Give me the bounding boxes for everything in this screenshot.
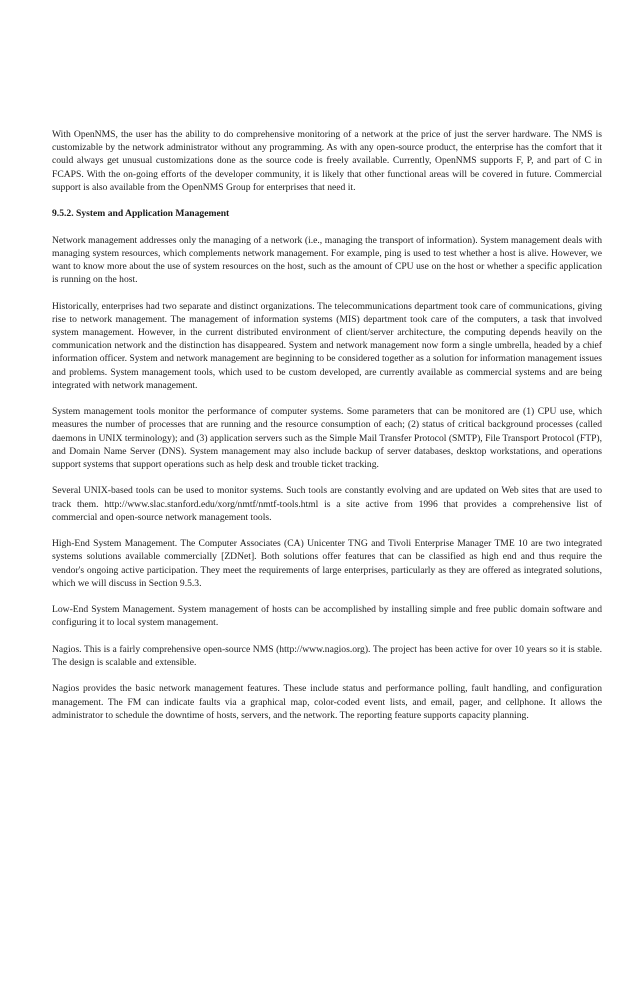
paragraph-unix-tools: Several UNIX-based tools can be used to monitor systems. Such tools are constantly evolving and are updated on Web sites that are used to track them. http://www.slac.stanford.edu/xorg/nmtf/nmtf-tools.html is a site active from 1996 that provides a comprehensive list of commercial and open-source network management tools.	[52, 485, 602, 523]
paragraph-monitoring-parameters: System management tools monitor the performance of computer systems. Some parameters that can be monitored are (1) CPU use, which measures the number of processes that are running and the resource consumption of each; (2) status of critical background processes (called daemons in UNIX terminology); and (3) application servers such as the Simple Mail Transfer Protocol (SMTP), File Transport Protocol (FTP), and Domain Name Server (DNS). System management may also include backup of server databases, desktop workstations, and operations support systems that support operations such as help desk and trouble ticket tracking.	[52, 406, 602, 471]
paragraph-nagios-features: Nagios provides the basic network management features. These include status and performance polling, fault handling, and configuration management. The FM can indicate faults via a graphical map, color-coded event lists, and email, pager, and cellphone. It allows the administrator to schedule the downtime of hosts, servers, and the network. The reporting feature supports capacity planning.	[52, 683, 602, 721]
paragraph-nagios-intro: Nagios. This is a fairly comprehensive open-source NMS (http://www.nagios.org). The project has been active for over 10 years so it is stable. The design is scalable and extensible.	[52, 643, 602, 668]
document-page	[52, 128, 602, 735]
paragraph-history: Historically, enterprises had two separate and distinct organizations. The telecommunications department took care of communications, giving rise to network management. The management of information systems (MIS) department took care of the computers, a task that involved system management. However, in the current distributed environment of client/server architecture, the computing depends heavily on the communication network and the distinction has disappeared. System and network management now form a single umbrella, headed by a chief information officer. System and network management are beginning to be considered together as a solution for information management issues and problems. System management tools, which used to be custom developed, are currently available as commercial systems and are being integrated with network management.	[52, 300, 602, 391]
paragraph-high-end: High-End System Management. The Computer Associates (CA) Unicenter TNG and Tivoli Enterprise Manager TME 10 are two integrated systems solutions available commercially [ZDNet]. Both solutions offer features that can be classified as high end and thus require the vendor's ongoing active participation. They meet the requirements of large enterprises, particularly as they are offered as integrated solutions, which we will discuss in Section 9.5.3.	[52, 538, 602, 589]
paragraph-low-end: Low-End System Management. System management of hosts can be accomplished by installing simple and free public domain software and configuring it to local system management.	[52, 604, 602, 629]
intro-paragraph: With OpenNMS, the user has the ability to do comprehensive monitoring of a network at the price of just the server hardware. The NMS is customizable by the network administrator without any programming. As with any open-source product, the enterprise has the comfort that it could always get unusual customizations done as the source code is freely available. Currently, OpenNMS supports F, P, and part of C in FCAPS. With the on-going efforts of the developer community, it is likely that other functional areas will be covered in future. Commercial support is also available from the OpenNMS Group for enterprises that need it.	[52, 129, 602, 193]
paragraph-network-vs-system: Network management addresses only the managing of a network (i.e., managing the transport of information). System management deals with managing system resources, which complements network management. For example, ping is used to test whether a host is alive. However, we want to know more about the use of system resources on the host, such as the amount of CPU use on the host or whether a specific application is running on the host.	[52, 234, 602, 286]
section-heading: 9.5.2. System and Application Management	[52, 208, 230, 220]
